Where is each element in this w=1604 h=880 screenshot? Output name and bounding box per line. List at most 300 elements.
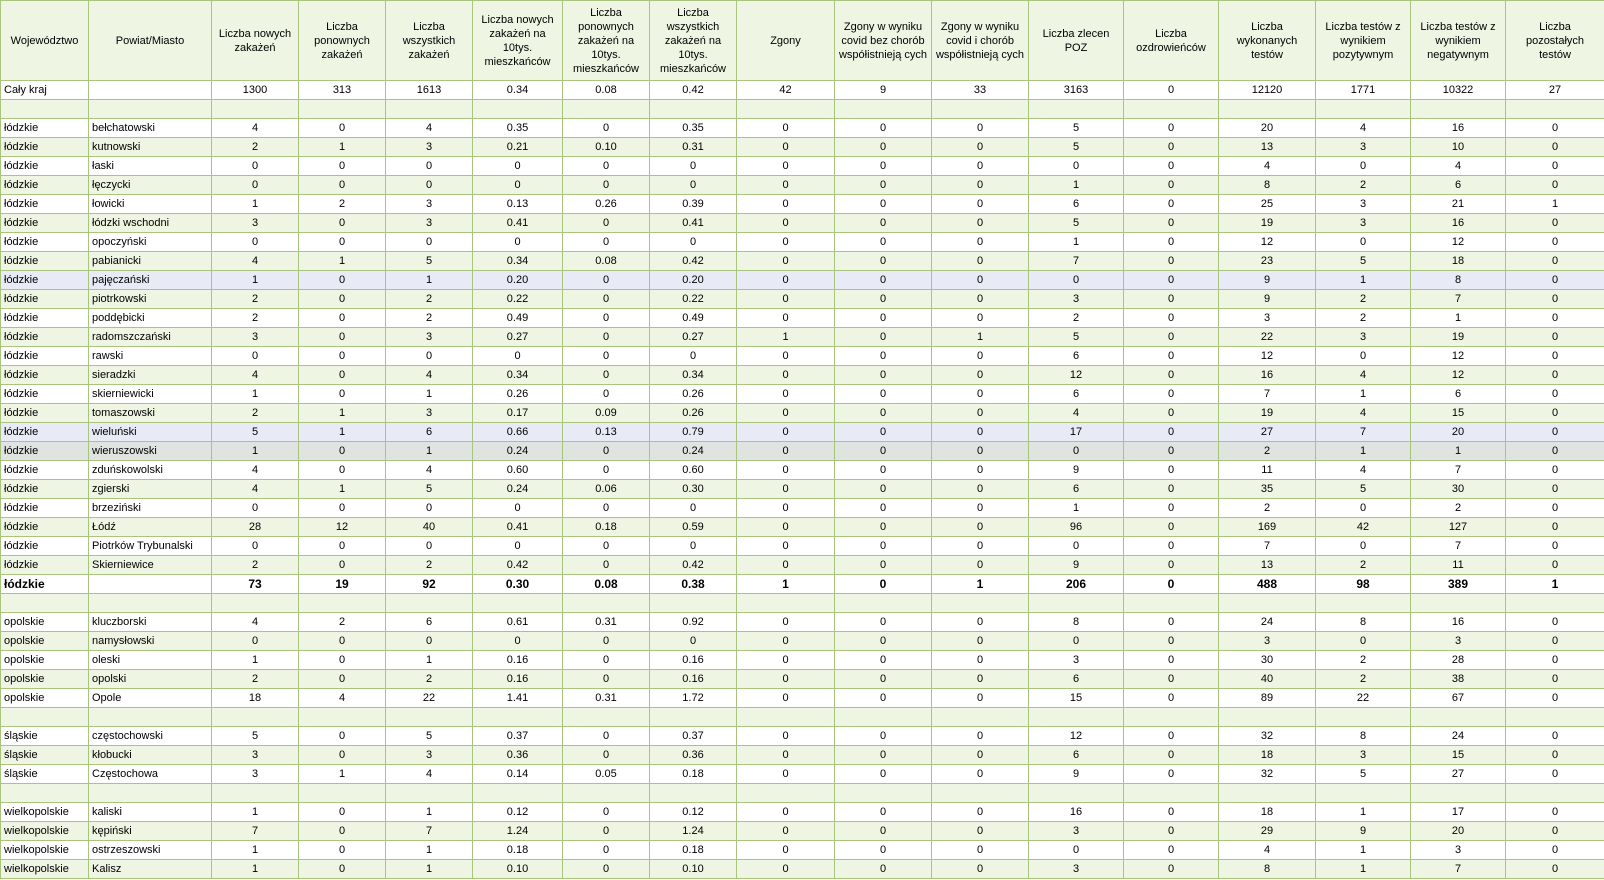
table-cell: 27 [1219,423,1316,442]
table-cell: 0.22 [650,290,737,309]
table-cell: 0 [1124,575,1219,594]
table-cell: 0 [835,423,932,442]
table-cell: 3 [1029,290,1124,309]
table-cell: 4 [1219,157,1316,176]
table-cell: 0 [1506,746,1604,765]
table-cell: 0 [1506,252,1604,271]
table-cell: 6 [1411,385,1506,404]
table-row [1,822,1604,841]
table-cell: łódzkie [1,480,89,499]
table-cell: 0 [1124,271,1219,290]
table-cell: 0 [1506,138,1604,157]
table-cell: 96 [1029,518,1124,537]
table-cell [386,708,473,727]
table-cell: 27 [1411,765,1506,784]
table-cell: 2 [212,290,299,309]
table-cell: 0 [563,803,650,822]
table-row [1,214,1604,233]
table-row [1,708,1604,727]
table-cell: 0 [1506,689,1604,708]
table-cell: 0 [932,537,1029,556]
table-cell: 4 [1411,157,1506,176]
column-header: Liczba testów z wynikiem pozytywnym [1316,1,1411,81]
table-row [1,366,1604,385]
table-cell: wielkopolskie [1,860,89,879]
table-cell [212,594,299,613]
table-cell: 0.22 [473,290,563,309]
table-cell: łódzkie [1,518,89,537]
table-cell: 0.30 [473,575,563,594]
table-cell: 0.26 [650,385,737,404]
table-cell: 0 [932,290,1029,309]
table-cell [932,784,1029,803]
table-cell: 2 [1219,499,1316,518]
table-cell: 3 [386,138,473,157]
table-cell: 7 [1219,537,1316,556]
table-cell: 0.08 [563,252,650,271]
table-cell [299,594,386,613]
table-cell: 0 [563,461,650,480]
table-cell: 0.18 [650,841,737,860]
table-cell: 0 [737,651,835,670]
table-cell: 1300 [212,81,299,100]
table-cell: 0 [932,442,1029,461]
table-cell [1124,594,1219,613]
table-cell [932,594,1029,613]
table-row [1,81,1604,100]
table-cell: 1 [386,651,473,670]
table-cell: 1771 [1316,81,1411,100]
table-header [1,1,1604,81]
table-cell: łęczycki [89,176,212,195]
table-cell: 12 [1411,366,1506,385]
table-cell: 0 [299,366,386,385]
table-cell: 0.66 [473,423,563,442]
table-cell: Łódź [89,518,212,537]
table-cell: 0 [835,233,932,252]
table-cell: 0 [835,803,932,822]
column-header: Liczba wszystkich zakażeń [386,1,473,81]
table-cell: 19 [1219,404,1316,423]
table-cell: 5 [212,423,299,442]
table-cell [737,784,835,803]
table-cell: 0 [1506,309,1604,328]
table-cell: 1 [386,442,473,461]
table-cell: 1.72 [650,689,737,708]
table-cell: 4 [1316,366,1411,385]
table-cell: 0 [1029,442,1124,461]
table-cell: 12 [1411,233,1506,252]
table-cell: 0 [1506,556,1604,575]
table-row [1,290,1604,309]
table-cell: sieradzki [89,366,212,385]
table-cell: 0 [1124,480,1219,499]
table-cell: 0 [1506,613,1604,632]
table-cell: 0 [650,537,737,556]
column-header: Powiat/Miasto [89,1,212,81]
table-cell: 0 [932,670,1029,689]
table-cell: 0.60 [650,461,737,480]
table-cell: 5 [1029,138,1124,157]
table-cell: opolskie [1,689,89,708]
table-cell: 0 [932,347,1029,366]
table-cell: 6 [386,423,473,442]
table-cell: 0 [1506,670,1604,689]
table-cell: łódzkie [1,385,89,404]
table-cell: 0 [737,404,835,423]
table-cell: 0 [737,119,835,138]
table-cell: piotrkowski [89,290,212,309]
table-cell: 0 [563,290,650,309]
table-cell: 0 [835,651,932,670]
table-cell [835,784,932,803]
table-row [1,404,1604,423]
table-cell: 0 [1506,841,1604,860]
table-cell: 35 [1219,480,1316,499]
table-cell: 0 [737,556,835,575]
table-cell: 3 [386,195,473,214]
table-cell: 0 [1506,651,1604,670]
table-cell [89,784,212,803]
table-cell: kłobucki [89,746,212,765]
table-cell: 0.17 [473,404,563,423]
table-cell: 0 [563,632,650,651]
table-cell: 32 [1219,727,1316,746]
table-cell [1411,784,1506,803]
table-row [1,271,1604,290]
table-cell: 1 [932,575,1029,594]
table-cell: 0 [835,765,932,784]
table-cell: 0 [737,423,835,442]
table-cell: 7 [1411,290,1506,309]
table-cell: 0 [932,176,1029,195]
table-cell: tomaszowski [89,404,212,423]
table-cell: radomszczański [89,328,212,347]
table-cell: 0 [1124,670,1219,689]
table-cell: 4 [212,613,299,632]
table-cell: 0 [473,537,563,556]
table-cell: 0 [212,632,299,651]
table-cell: zduńskowolski [89,461,212,480]
table-cell: 6 [1029,746,1124,765]
table-cell: łódzkie [1,271,89,290]
table-row [1,347,1604,366]
table-cell: 0 [932,138,1029,157]
table-cell: 0.09 [563,404,650,423]
table-cell: 0 [1506,727,1604,746]
table-cell: 0 [932,195,1029,214]
table-cell: 0 [1124,803,1219,822]
table-cell: 0 [932,214,1029,233]
table-cell: 0 [737,252,835,271]
table-cell: 32 [1219,765,1316,784]
table-cell: 0 [1124,290,1219,309]
column-header: Liczba testów z wynikiem negatywnym [1411,1,1506,81]
table-cell: 0 [1124,347,1219,366]
table-cell: 3 [386,404,473,423]
table-cell: 0.39 [650,195,737,214]
table-cell: 0 [932,385,1029,404]
table-cell: 0 [1506,442,1604,461]
table-cell [932,100,1029,119]
table-row [1,499,1604,518]
table-cell: 0 [835,442,932,461]
table-cell: 0 [299,632,386,651]
table-cell: 1 [386,385,473,404]
table-cell: łódzkie [1,176,89,195]
table-cell: 0 [835,822,932,841]
table-cell: 1 [386,860,473,879]
table-cell: 0.36 [650,746,737,765]
table-cell: 0 [1124,328,1219,347]
table-row [1,841,1604,860]
table-cell: 0 [299,271,386,290]
table-cell: 21 [1411,195,1506,214]
table-cell: 1 [1506,575,1604,594]
table-cell: 0 [386,157,473,176]
table-cell: 9 [1219,271,1316,290]
table-cell: 0 [563,499,650,518]
table-cell: 11 [1411,556,1506,575]
table-cell: 0 [299,442,386,461]
table-cell: 9 [835,81,932,100]
table-cell: 0.14 [473,765,563,784]
table-cell: 0 [1124,727,1219,746]
column-header: Liczba zlecen POZ [1029,1,1124,81]
table-cell: śląskie [1,765,89,784]
table-cell: łódzkie [1,138,89,157]
table-cell: 0 [835,499,932,518]
table-cell: 9 [1029,556,1124,575]
table-cell: opolski [89,670,212,689]
table-cell: opolskie [1,670,89,689]
table-cell: 8 [1219,176,1316,195]
table-cell: 0 [1506,822,1604,841]
table-cell: 18 [1219,746,1316,765]
table-cell: namysłowski [89,632,212,651]
table-cell: 0 [1124,233,1219,252]
table-cell: 0 [1124,632,1219,651]
table-cell [650,100,737,119]
table-cell: 1 [1029,176,1124,195]
table-cell: 1 [1029,499,1124,518]
table-cell: 0 [563,670,650,689]
table-cell: 3 [212,765,299,784]
table-cell: 1 [299,480,386,499]
table-cell [386,784,473,803]
table-cell: 0 [835,746,932,765]
table-cell: 0 [1316,499,1411,518]
table-cell: 0 [1029,271,1124,290]
table-cell: 2 [1411,499,1506,518]
table-cell: 8 [1219,860,1316,879]
table-cell: łódzkie [1,328,89,347]
table-row [1,176,1604,195]
table-cell: 1 [212,385,299,404]
table-cell: 0 [835,119,932,138]
table-cell [563,594,650,613]
table-cell: 0 [650,157,737,176]
table-cell [1219,784,1316,803]
table-cell [563,784,650,803]
table-cell: kaliski [89,803,212,822]
table-cell [386,100,473,119]
table-cell: 3 [386,746,473,765]
table-cell: 1 [299,252,386,271]
table-cell: 0 [299,803,386,822]
table-cell: 2 [212,138,299,157]
table-row [1,480,1604,499]
table-cell: 0 [1506,860,1604,879]
table-cell: 0 [737,480,835,499]
table-cell: 0 [932,157,1029,176]
table-cell: 0.34 [473,252,563,271]
table-cell: 0 [386,233,473,252]
column-header: Zgony w wyniku covid i chorób współistnieją cych [932,1,1029,81]
table-cell: 0 [1124,309,1219,328]
column-header: Liczba wszystkich zakażeń na 10tys. mieszkańców [650,1,737,81]
column-header: Województwo [1,1,89,81]
table-cell: 5 [212,727,299,746]
table-cell [835,708,932,727]
table-cell: 0 [1506,404,1604,423]
table-cell: 0 [1506,157,1604,176]
table-body [1,81,1604,879]
table-cell: 0.34 [473,81,563,100]
table-cell: 15 [1411,404,1506,423]
table-cell: 15 [1411,746,1506,765]
table-cell: 0.20 [473,271,563,290]
table-cell: 4 [1316,119,1411,138]
table-cell [1219,100,1316,119]
table-cell: 0 [563,233,650,252]
table-cell: 0 [299,841,386,860]
table-cell: 0 [1316,632,1411,651]
table-cell: 2 [212,670,299,689]
table-cell: 0.16 [650,651,737,670]
table-cell: 3 [1219,632,1316,651]
table-cell: 0 [737,841,835,860]
table-cell: 0 [932,233,1029,252]
table-row [1,860,1604,879]
table-cell: 0 [563,366,650,385]
table-cell: 0 [212,233,299,252]
table-cell: Skierniewice [89,556,212,575]
table-cell: 0 [737,347,835,366]
table-cell: 0 [1316,537,1411,556]
table-cell: 3 [386,328,473,347]
table-cell: 0 [299,822,386,841]
table-cell: 0 [473,157,563,176]
table-row [1,613,1604,632]
table-cell: Kalisz [89,860,212,879]
table-cell [212,708,299,727]
table-row [1,100,1604,119]
table-row [1,746,1604,765]
table-row [1,195,1604,214]
table-cell: 0 [932,746,1029,765]
table-cell: 0.37 [473,727,563,746]
table-cell: 2 [1029,309,1124,328]
table-cell: 0 [932,404,1029,423]
table-cell: 0 [932,803,1029,822]
column-header: Liczba ponownych zakażeń na 10tys. mieszkańców [563,1,650,81]
table-cell: 27 [1506,81,1604,100]
table-cell: 0.13 [563,423,650,442]
table-cell: 7 [1316,423,1411,442]
table-cell: opolskie [1,632,89,651]
table-cell: 0 [835,214,932,233]
table-row [1,385,1604,404]
table-cell: 9 [1029,461,1124,480]
table-cell: 7 [386,822,473,841]
table-cell: 0 [1506,271,1604,290]
table-cell: 0 [299,176,386,195]
table-cell: 5 [1316,252,1411,271]
table-cell: 0 [212,537,299,556]
table-cell: 1 [1411,442,1506,461]
table-cell: 0 [835,157,932,176]
table-cell: 0 [1506,366,1604,385]
table-cell: 0.31 [650,138,737,157]
table-cell: 0.10 [473,860,563,879]
table-cell: 1.24 [650,822,737,841]
table-cell: 25 [1219,195,1316,214]
table-cell: 0 [932,613,1029,632]
table-cell: 3 [1029,860,1124,879]
table-row [1,651,1604,670]
table-cell: 5 [386,252,473,271]
table-cell: 4 [1029,404,1124,423]
table-cell: 8 [1316,727,1411,746]
table-cell: 24 [1219,613,1316,632]
table-row [1,556,1604,575]
table-cell: 0 [1124,366,1219,385]
table-cell: 0 [1124,765,1219,784]
table-cell: 33 [932,81,1029,100]
table-cell: 2 [386,556,473,575]
table-cell: 4 [1316,404,1411,423]
table-cell: 1 [737,328,835,347]
table-cell: 4 [299,689,386,708]
table-cell: Cały kraj [1,81,89,100]
table-cell: 42 [1316,518,1411,537]
table-cell: 67 [1411,689,1506,708]
table-cell: 4 [386,119,473,138]
table-cell: 0.42 [650,81,737,100]
table-cell: 1 [737,575,835,594]
table-cell: 0.49 [650,309,737,328]
table-cell: 2 [386,309,473,328]
table-cell: 0 [1124,81,1219,100]
table-cell: 0.92 [650,613,737,632]
table-cell: 16 [1411,214,1506,233]
table-cell: 0 [835,309,932,328]
table-cell [563,100,650,119]
table-cell: 0 [299,746,386,765]
table-cell: 20 [1411,423,1506,442]
table-cell: 12 [1029,727,1124,746]
table-cell: 0 [835,670,932,689]
table-cell: 0 [563,822,650,841]
table-cell [473,784,563,803]
table-cell: 0 [1316,347,1411,366]
table-cell: 6 [1411,176,1506,195]
table-cell: 0 [299,670,386,689]
table-cell: 38 [1411,670,1506,689]
table-cell: 0 [932,765,1029,784]
table-row [1,309,1604,328]
